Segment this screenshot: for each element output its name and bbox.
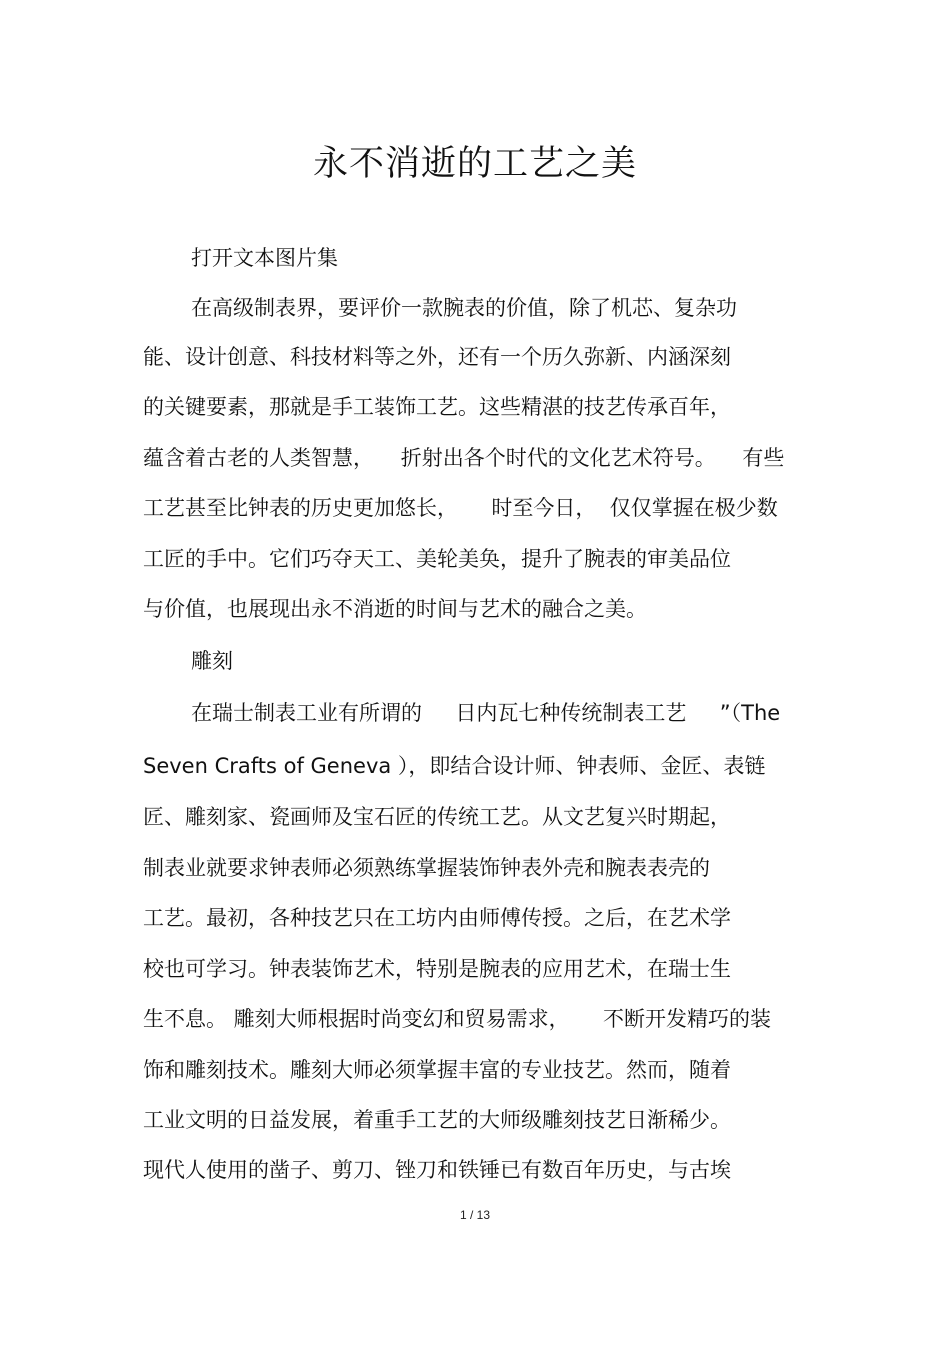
text-line: 制表业就要求钟表师必须熟练掌握装饰钟表外壳和腕表表壳的 xyxy=(143,856,710,880)
text-line: 工匠的手中。它们巧夺天工、美轮美奂，提升了腕表的审美品位 xyxy=(143,547,731,571)
text-line: Seven Crafts of Geneva ），即结合设计师、钟表师、金匠、表链 xyxy=(143,754,766,778)
section-heading: 雕刻 xyxy=(191,649,233,673)
text-line: 生不息。 雕刻大师根据时尚变幻和贸易需求， 不断开发精巧的装 xyxy=(143,1007,772,1031)
page-title: 永不消逝的工艺之美 xyxy=(312,144,637,184)
text-line: 现代人使用的凿子、剪刀、锉刀和铁锤已有数百年历史，与古埃 xyxy=(143,1158,731,1182)
page-number: 1 / 13 xyxy=(459,1208,491,1222)
text-line: 工艺甚至比钟表的历史更加悠长， 时至今日， 仅仅掌握在极少数 xyxy=(143,496,778,520)
text-line: 工业文明的日益发展，着重手工艺的大师级雕刻技艺日渐稀少。 xyxy=(143,1108,731,1132)
text-line: 在瑞士制表工业有所谓的 日内瓦七种传统制表工艺 ”（The xyxy=(191,701,781,725)
text-line: 校也可学习。钟表装饰艺术，特别是腕表的应用艺术，在瑞士生 xyxy=(143,957,731,981)
text-line: 的关键要素，那就是手工装饰工艺。这些精湛的技艺传承百年， xyxy=(143,395,731,419)
text-line: 蕴含着古老的人类智慧， 折射出各个时代的文化艺术符号。 有些 xyxy=(143,446,785,470)
text-line: 与价值，也展现出永不消逝的时间与艺术的融合之美。 xyxy=(143,597,647,621)
text-line: 能、设计创意、科技材料等之外，还有一个历久弥新、内涵深刻 xyxy=(143,345,731,369)
text-line: 工艺。最初，各种技艺只在工坊内由师傅传授。之后，在艺术学 xyxy=(143,906,731,930)
text-line: 饰和雕刻技术。雕刻大师必须掌握丰富的专业技艺。然而，随着 xyxy=(143,1058,731,1082)
text-line: 匠、雕刻家、瓷画师及宝石匠的传统工艺。从文艺复兴时期起， xyxy=(143,805,731,829)
text-line: 在高级制表界，要评价一款腕表的价值，除了机芯、复杂功 xyxy=(191,296,737,320)
text-line: 打开文本图片集 xyxy=(191,246,338,270)
